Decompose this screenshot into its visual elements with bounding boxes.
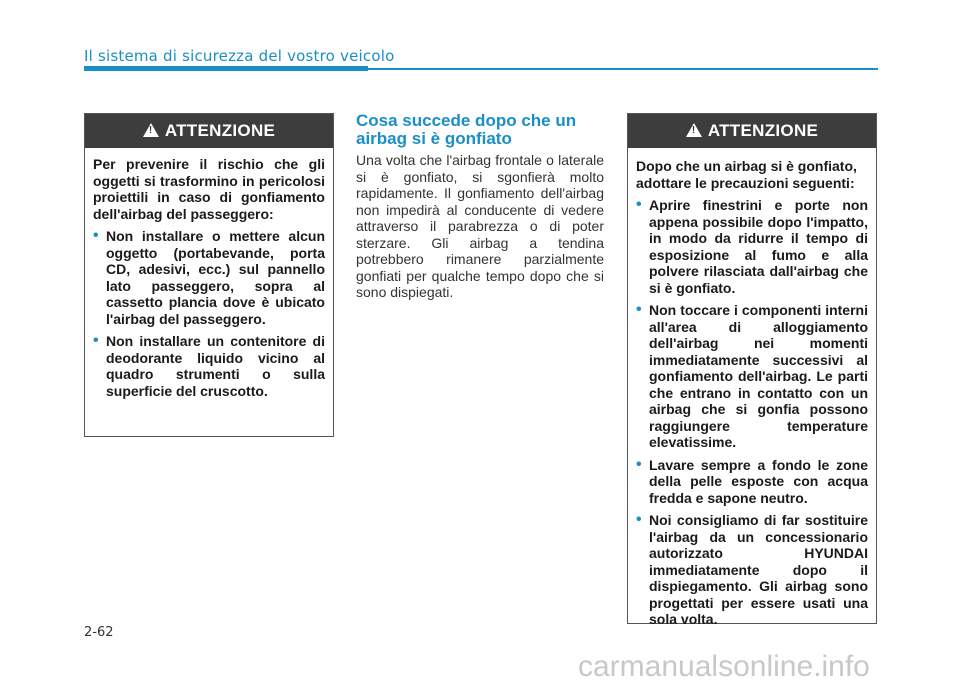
- warning-bullet: • Lavare sempre a fondo le zone della pelle esposte con acqua fredda e sapone neutro.: [636, 457, 868, 507]
- warning-box-title: ATTENZIONE: [164, 121, 276, 140]
- warning-box-left: [84, 113, 334, 437]
- warning-bullet: • Noi consigliamo di far sostituire l'airbag da un concessionario autorizzato HYUNDAI immediatamente dopo il dispiegamento. Gli airbag sono progettati per essere usati una sola volta.: [636, 512, 868, 628]
- warning-bullet: • Aprire finestrini e porte non appena possibile dopo l'impatto, in modo da ridurre il tempo di esposizione al fumo e alla polvere rilasciata dall'airbag che si è gonfiato.: [636, 197, 868, 296]
- header-rule-thin: [368, 68, 878, 70]
- warning-triangle-icon: !: [686, 123, 702, 137]
- warning-box-body: [628, 148, 876, 644]
- warning-intro: Dopo che un airbag si è gonfiato, adottare le precauzioni seguenti:: [636, 158, 857, 191]
- watermark: carmanualsonline.info: [578, 650, 870, 683]
- section-title: Il sistema di sicurezza del vostro veicolo: [84, 47, 395, 65]
- warning-bullet: • Non installare un contenitore di deodorante liquido vicino al quadro strumenti o sulla superficie del cruscotto.: [93, 333, 325, 399]
- warning-bullet: • Non installare o mettere alcun oggetto (portabevande, porta CD, adesivi, ecc.) sul pannello lato passeggero, sopra al cassetto plancia dove è ubicato l'airbag del passeggero.: [93, 228, 325, 327]
- body-paragraph: Una volta che l'airbag frontale o laterale si è gonfiato, si sgonfierà molto rapidamente. Il gonfiamento dell'airbag non impedirà al conducente di vedere attraverso il parabrezza o di poter sterzare. Gli airbag a tendina potrebbero rimanere parzialmente gonfiati per qualche tempo dopo che si sono dispiegati.: [356, 152, 604, 300]
- warning-bullet-list: [636, 197, 868, 628]
- warning-box-right: [627, 113, 877, 627]
- warning-box-title: ATTENZIONE: [707, 121, 819, 140]
- header-rule-thick: [84, 66, 368, 71]
- page-number: 2-62: [84, 625, 114, 640]
- section-heading: Cosa succede dopo che un airbag si è gonfiato: [356, 111, 577, 148]
- warning-intro: Per prevenire il rischio che gli oggetti si trasformino in pericolosi proiettili in caso di gonfiamento dell'airbag del passeggero:: [93, 156, 325, 222]
- warning-box-header: [628, 114, 876, 148]
- warning-box-body: [85, 148, 333, 415]
- warning-box-header: [85, 114, 333, 148]
- warning-triangle-icon: !: [143, 123, 159, 137]
- warning-bullet-list: [93, 228, 325, 399]
- warning-bullet: • Non toccare i componenti interni all'area di alloggiamento dell'airbag nei momenti immediatamente successivi al gonfiamento dell'airbag. Le parti che entrano in contatto con un airbag che si gonfia possono raggiungere temperature elevatissime.: [636, 302, 868, 451]
